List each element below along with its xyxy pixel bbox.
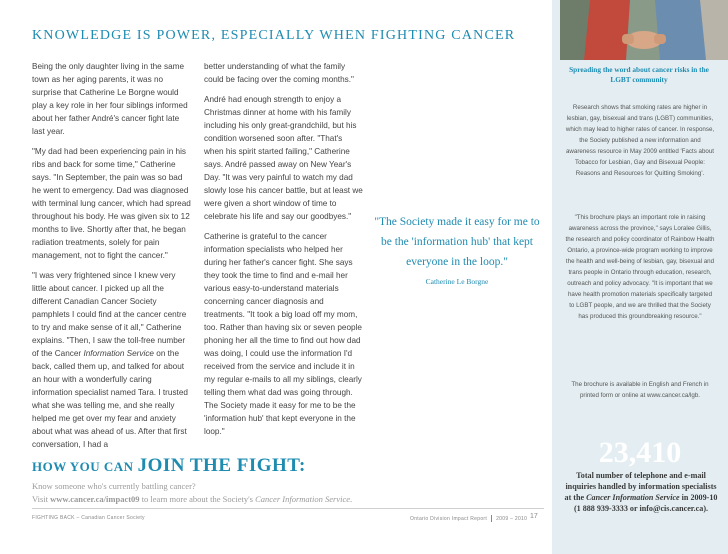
text-run: in 2009-10 (1 888 939-3333 or info@cis.cancer.ca). bbox=[573, 493, 718, 513]
article-paragraph: Catherine is grateful to the cancer information specialists who helped her during her father's cancer fight. She says they took the time to find and e-mail her various easy-to-understand materials concerning cancer diagnosis and treatments. "It took a big load off my mom, too. Rather than having six or seven people phoning her all the time to find out how dad was doing, I could use the information I'd received from the service and include it in my regular e-mails to all my siblings, clearly telling them what dad was going through. The Society made it easy for me to be the 'information hub' that kept everyone in the loop." bbox=[204, 232, 362, 436]
article-paragraph: "My dad had been experiencing pain in his ribs and back for some time," Catherine says. "In September, the pain was so bad he went to emergency. Dad was diagnosed with terminal lung cancer, which had spread throughout his body. He was given six to 12 months to live. Shortly after that, he began radiation treatments, solely for pain management, not to fight the cancer." bbox=[32, 147, 191, 260]
text-run: on the back, called them up, and talked for about an hour with a wonderfully caring information specialist named Tara. I trusted what she was telling me, and she really helped me get over my fear and anxiety about what was ahead of us. After that first conversation, I had a bbox=[32, 349, 188, 449]
text-run: to learn more about the Society's bbox=[139, 494, 256, 504]
text-run: "I was very frightened since I knew very little about cancer. I picked up all the different Canadian Cancer Society pamphlets I could find at the cancer centre to try and make sense of it all," Catherine explains. "Then, I saw the toll-free number of the Cancer bbox=[32, 271, 187, 358]
article-column-2 bbox=[204, 60, 364, 445]
footer-report bbox=[410, 515, 527, 522]
cta-link[interactable]: www.cancer.ca/impact09 bbox=[50, 494, 140, 504]
service-name: Information Service bbox=[83, 349, 154, 358]
footer-divider bbox=[32, 508, 544, 509]
sidebar-title: Spreading the word about cancer risks in the LGBT community bbox=[569, 65, 709, 84]
cta-heading-small: HOW YOU CAN bbox=[32, 459, 134, 474]
cta-heading-large: JOIN THE FIGHT: bbox=[137, 455, 306, 476]
text-run: Visit bbox=[32, 494, 51, 504]
article-paragraph: André had enough strength to enjoy a Christmas dinner at home with his family including his only great-grandchild, but his condition worsened soon after. "That's when his spirit started failing," Catherine says. André passed away on New Year's Day. "It was very painful to watch my dad slowly lose his cancer battle, but at least we were given a short window of time to celebrate his life and say our goodbyes." bbox=[204, 95, 363, 221]
sidebar-paragraph: Research shows that smoking rates are higher in lesbian, gay, bisexual and trans (LGBT) communities, which may lead to higher rates of cancer. In response, the Society published a new information and awareness resource in May 2009 entitled 'Facts about Tobacco for Lesbian, Gay and Bisexual People: Reasons and Resources for Quitting Smoking'. bbox=[565, 104, 715, 177]
page-title: KNOWLEDGE IS POWER, ESPECIALLY WHEN FIGHTING CANCER bbox=[32, 28, 516, 43]
footer-separator bbox=[491, 515, 492, 522]
sidebar-paragraph: "This brochure plays an important role in raising awareness across the province," says Loralee Gillis, the research and policy coordinator of Rainbow Health Ontario, a province-wide program working to improve the health and well-being of lesbian, gay, bisexual and trans people in Ontario through education, research, outreach and policy advocacy. "It is important that we have health promotion materials specifically targeted to LGBT people, and we are thrilled that the Society has produced this groundbreaking resource." bbox=[565, 214, 715, 320]
text-run: Total number of telephone and e-mail inquiries handled by information specialists at the bbox=[564, 471, 717, 502]
service-name: Cancer Information Service bbox=[255, 494, 351, 504]
service-name: Cancer Information Service bbox=[586, 493, 680, 502]
footer-year: 2009 – 2010 bbox=[496, 515, 528, 522]
holding-hands-image bbox=[560, 0, 728, 60]
cta-visit-line bbox=[32, 494, 352, 504]
footer-report-name: Ontario Division Impact Report bbox=[410, 515, 488, 522]
article-paragraph: better understanding of what the family could be facing over the coming months." bbox=[204, 62, 354, 84]
article-column-1 bbox=[32, 60, 192, 458]
pull-quote: "The Society made it easy for me to be the 'information hub' that kept everyone in the loop." bbox=[374, 216, 540, 268]
sidebar-photo bbox=[560, 0, 728, 60]
footer-publication: FIGHTING BACK – Canadian Cancer Society bbox=[32, 515, 145, 521]
pull-quote-attribution: Catherine Le Borgne bbox=[425, 277, 489, 286]
cta-heading bbox=[32, 455, 306, 477]
article-paragraph bbox=[32, 269, 192, 451]
cta-question: Know someone who's currently battling cancer? bbox=[32, 481, 196, 491]
stat-number: 23,410 bbox=[598, 436, 682, 469]
stat-description bbox=[562, 470, 720, 514]
article-paragraph: Being the only daughter living in the same town as her aging parents, it was no surprise that Catherine Le Borgne would play a key role in her four siblings informed about her father André's cancer fight late last year. bbox=[32, 62, 188, 136]
page-number: 17 bbox=[530, 513, 538, 520]
sidebar-paragraph: The brochure is available in English and French in printed form or online at www.cancer.ca/lgb. bbox=[571, 381, 709, 399]
text-run: . bbox=[350, 494, 353, 504]
